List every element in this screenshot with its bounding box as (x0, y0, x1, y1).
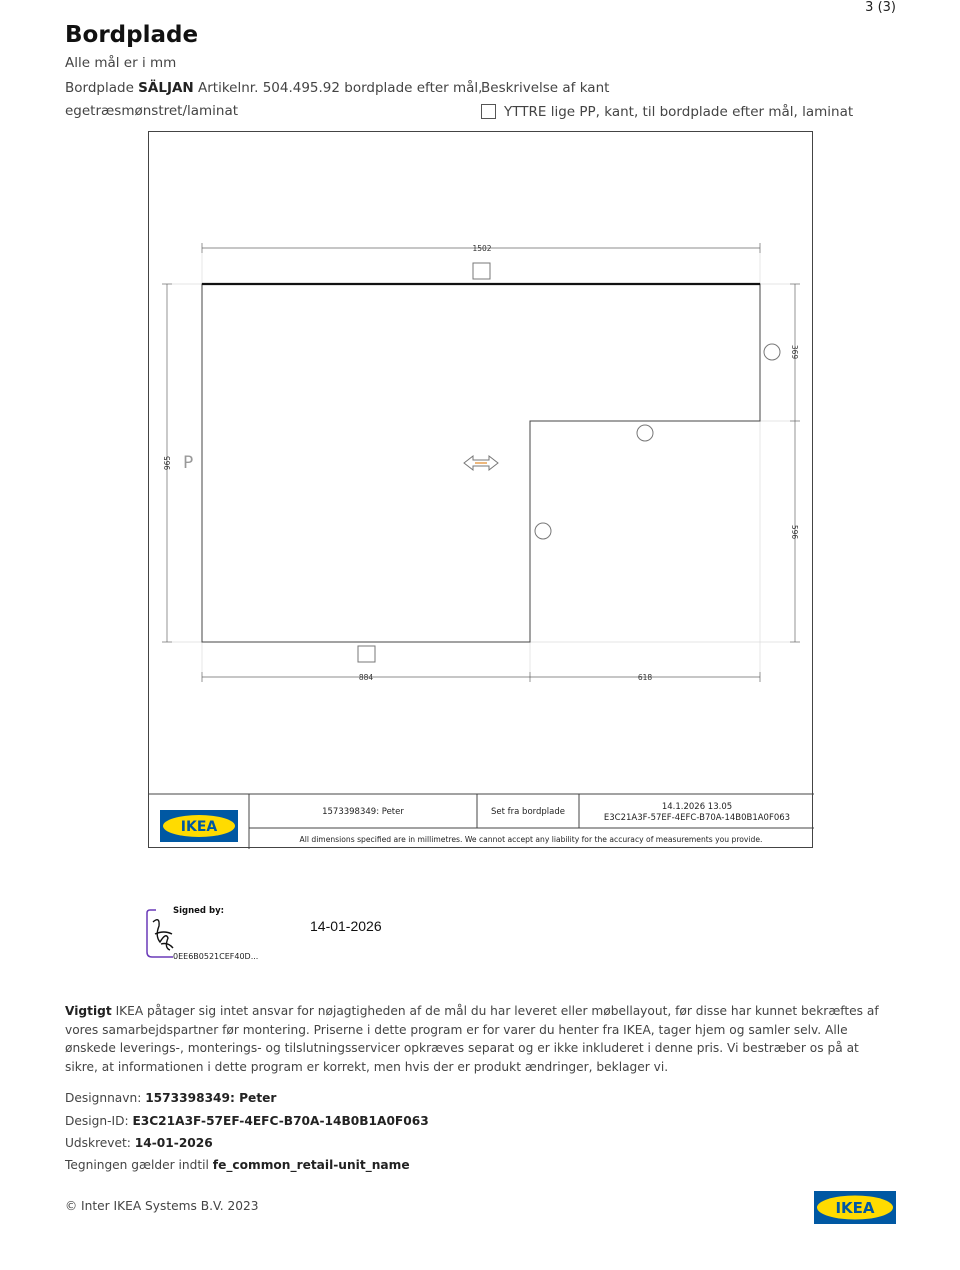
notice-label: Vigtigt (65, 1004, 112, 1018)
edge-item (481, 104, 853, 120)
footer-disclaimer: All dimensions specified are in millimetres. We cannot accept any liability for the accuracy of measurements you provide. (299, 835, 763, 844)
product-name: SÄLJAN (138, 80, 194, 96)
edge-item-label: YTTRE lige PP, kant, til bordplade efter mål, laminat (504, 104, 854, 120)
edge-checkbox[interactable] (481, 104, 496, 119)
copyright: © Inter IKEA Systems B.V. 2023 (65, 1199, 259, 1213)
meta-valid-label: Tegningen gælder indtil (65, 1158, 209, 1172)
edge-marker-circle-1 (764, 344, 780, 360)
page-title: Bordplade (65, 22, 199, 48)
meta-printed-value: 14-01-2026 (134, 1136, 213, 1150)
dim-label-bottom-left: 884 (358, 673, 374, 682)
units-note: Alle mål er i mm (65, 55, 177, 71)
footer-design-name: 1573398349: Peter (322, 807, 404, 817)
footer-design-id: E3C21A3F-57EF-4EFC-B70A-14B0B1A0F063 (603, 813, 791, 823)
ikea-logo-small (160, 810, 238, 842)
notice-text: IKEA påtager sig intet ansvar for nøjagtigheden af de mål du har leveret eller møbellayout, før disse har kunnet bekræftes af vores samarbejdspartner før montering. Priserne i dette program er for varer du henter fra IKEA, tager hjem og samler selv. Alle ønskede leverings-, monterings- og tilslutningsservicer opkræves separat og er ikke inkluderet i denne pris. Vi bestræber os på at sikre, at informationen i dette program er korrekt, men hvis der er produkt ændringer, beklager vi. (65, 1004, 879, 1074)
dim-label-right-lower: 596 (790, 524, 799, 540)
ikea-logo (814, 1191, 896, 1224)
edge-marker-bottom (358, 646, 375, 662)
meta-design-name (65, 1091, 276, 1105)
meta-valid-value: fe_common_retail-unit_name (212, 1158, 410, 1172)
dim-label-top: 1502 (472, 244, 492, 253)
edge-marker-circle-2 (637, 425, 653, 441)
important-notice (65, 1002, 885, 1076)
product-material: egetræsmønstret/laminat (65, 103, 239, 119)
product-article: Artikelnr. 504.495.92 bordplade efter mål, (198, 80, 483, 96)
dim-label-left: 965 (163, 455, 172, 471)
meta-valid-until (65, 1158, 410, 1172)
meta-design-id-value: E3C21A3F-57EF-4EFC-B70A-14B0B1A0F063 (132, 1114, 429, 1128)
meta-design-id-label: Design-ID: (65, 1114, 129, 1128)
drawing-svg (149, 132, 814, 849)
svg-text:IKEA: IKEA (835, 1199, 875, 1217)
dim-label-right-upper: 369 (790, 344, 799, 360)
meta-printed (65, 1136, 213, 1150)
meta-design-id (65, 1114, 429, 1128)
signature-date: 14-01-2026 (310, 918, 382, 934)
svg-text:IKEA: IKEA (180, 819, 218, 835)
footer-timestamp: 14.1.2026 13.05 (661, 802, 733, 812)
edge-heading: Beskrivelse af kant (481, 80, 610, 96)
meta-design-name-label: Designnavn: (65, 1091, 142, 1105)
signature-label: Signed by: (173, 906, 225, 916)
footer-view: Set fra bordplade (491, 807, 565, 817)
edge-marker-top (473, 263, 490, 279)
signature-block (146, 904, 276, 962)
signature-code: 0EE6B0521CEF40D... (173, 952, 259, 961)
product-description (65, 80, 482, 96)
meta-design-name-value: 1573398349: Peter (145, 1091, 277, 1105)
handwritten-signature (153, 920, 173, 950)
countertop-drawing (148, 131, 813, 848)
side-marker: P (183, 453, 194, 473)
dim-label-bottom-right: 618 (637, 673, 653, 682)
edge-marker-circle-3 (535, 523, 551, 539)
page-number: 3 (3) (865, 0, 896, 15)
product-prefix: Bordplade (65, 80, 134, 96)
meta-printed-label: Udskrevet: (65, 1136, 131, 1150)
